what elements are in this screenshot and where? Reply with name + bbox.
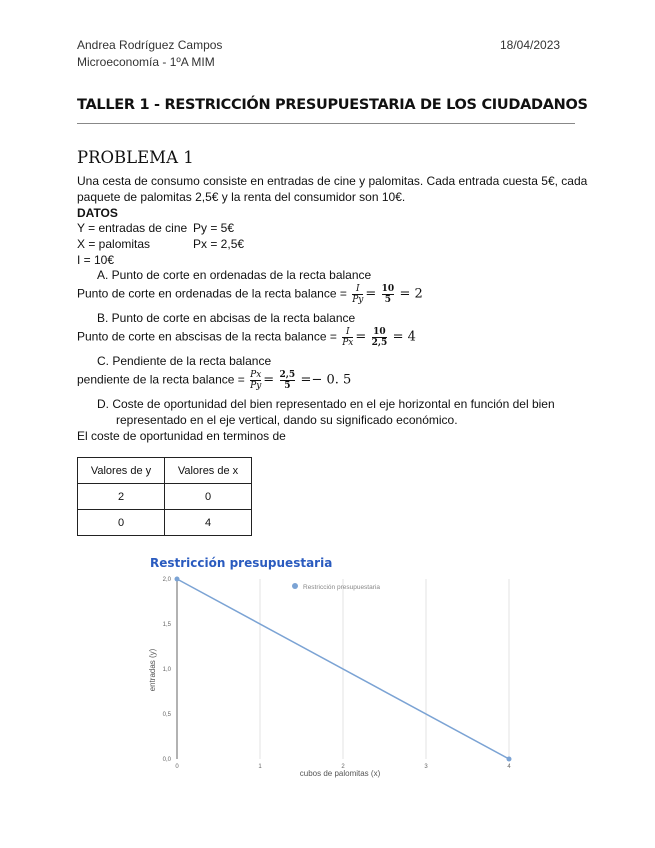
data-point [175, 577, 180, 582]
numerator: 10 [373, 327, 386, 337]
fraction [372, 327, 388, 348]
item-c-formula: pendiente de la recta balance = $\frac{Px}{Py}$ = $\frac{2,5}{5}$ =− 0. 5 [77, 370, 352, 391]
formula-text: Punto de corte en ordenadas de la recta balance = [77, 286, 347, 301]
document-title: TALLER 1 - RESTRICCIÓN PRESUPUESTARIA DE LOS CIUDADANOS [77, 97, 588, 113]
x-tick-label: 3 [424, 764, 428, 770]
formula-text: Punto de corte en abscisas de la recta balance = [77, 329, 337, 344]
fraction [250, 370, 261, 391]
result: = 4 [392, 329, 416, 345]
numerator: 2,5 [279, 370, 296, 380]
cell: 4 [165, 510, 252, 536]
x-tick-label: 2 [341, 764, 345, 770]
table-row [78, 510, 252, 536]
income-value: I = 10€ [77, 253, 115, 267]
numerator: I [342, 327, 353, 338]
date: 18/04/2023 [500, 38, 561, 52]
table-row [78, 484, 252, 510]
y-tick-label: 0,5 [162, 712, 171, 718]
item-c-label: C. Pendiente de la recta balance [97, 354, 272, 368]
result: =− 0. 5 [300, 372, 352, 388]
cell: 0 [165, 484, 252, 510]
numerator: I [352, 284, 363, 295]
chart-title: Restricción presupuestaria [150, 556, 333, 570]
px-value: Px = 2,5€ [193, 237, 245, 251]
denominator: 5 [284, 381, 291, 391]
item-d-label-cont: representado en el eje vertical, dando su significado económico. [116, 413, 458, 427]
y-tick-label: 2,0 [162, 577, 171, 583]
item-b-formula: Punto de corte en abscisas de la recta balance = $\frac{I}{Px}$ = $\frac{10}{2,5}$ = 4 [77, 327, 416, 348]
numerator: Px [250, 370, 262, 380]
problem-heading: PROBLEMA 1 [77, 148, 194, 167]
intro-line: Una cesta de consumo consiste en entradas de cine y palomitas. Cada entrada cuesta 5€, cada [77, 174, 588, 188]
fraction [382, 284, 395, 305]
datos-label: DATOS [77, 206, 118, 220]
header-cell: Valores de x [165, 458, 252, 484]
x-tick-label: 0 [175, 764, 179, 770]
y-definition: Y = entradas de cine [77, 221, 188, 235]
cell: 0 [78, 510, 165, 536]
title-divider [77, 123, 575, 124]
item-b-label: B. Punto de corte en abcisas de la recta balance [97, 311, 356, 325]
legend-marker [292, 583, 298, 589]
x-axis-label: cubos de palomitas (x) [299, 769, 381, 778]
x-definition: X = palomitas [77, 237, 151, 251]
y-tick-label: 1,5 [162, 622, 171, 628]
denominator: 5 [384, 295, 391, 305]
cell: 2 [78, 484, 165, 510]
fraction [352, 284, 363, 305]
author: Andrea Rodríguez Campos [77, 38, 223, 52]
item-d-label: D. Coste de oportunidad del bien representado en el eje horizontal en función del bien [97, 397, 555, 411]
y-axis-label: entradas (y) [148, 648, 157, 692]
denominator: Py [352, 295, 364, 305]
intro-line: paquete de palomitas 2,5€ y la renta del consumidor son 10€. [77, 190, 406, 204]
x-tick-label: 1 [258, 764, 262, 770]
fraction [342, 327, 353, 348]
course: Microeconomía - 1ºA MIM [77, 55, 215, 69]
header-cell: Valores de y [78, 458, 165, 484]
budget-chart [140, 550, 530, 780]
py-value: Py = 5€ [193, 221, 235, 235]
y-tick-label: 0,0 [162, 757, 171, 763]
item-a-formula: Punto de corte en ordenadas de la recta balance = $\frac{I}{Py}$ = $\frac{10}{5}$ = 2 [77, 284, 423, 305]
y-tick-label: 1,0 [162, 667, 171, 673]
legend-label: Restricción presupuestaria [303, 584, 380, 591]
values-table [77, 457, 252, 536]
x-tick-label: 4 [507, 764, 511, 770]
fraction [280, 370, 296, 391]
denominator: Py [250, 381, 262, 391]
denominator: Px [342, 338, 354, 348]
data-point [507, 757, 512, 762]
result: = 2 [399, 286, 423, 302]
numerator: 10 [381, 284, 395, 294]
item-a-label: A. Punto de corte en ordenadas de la recta balance [97, 268, 372, 282]
item-d-text: El coste de oportunidad en terminos de [77, 429, 286, 443]
table-header-row [78, 458, 252, 484]
formula-text: pendiente de la recta balance = [77, 372, 245, 387]
denominator: 2,5 [371, 338, 388, 348]
